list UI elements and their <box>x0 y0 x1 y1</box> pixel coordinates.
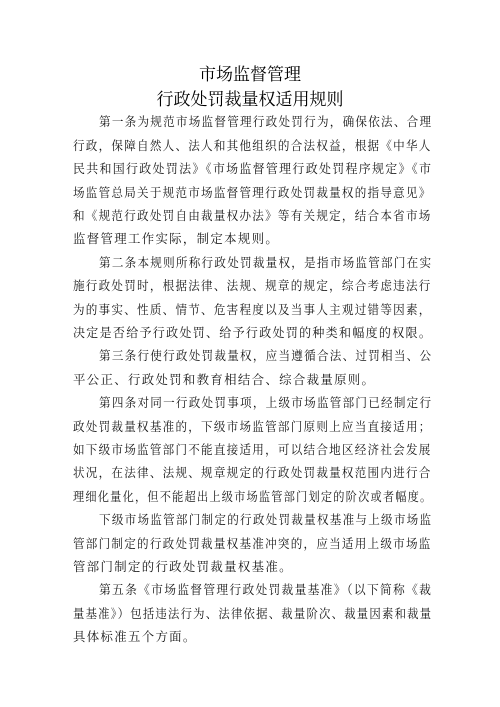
body-text-line: 下级市场监管部门制定的行政处罚裁量权基准与上级市场监 <box>99 512 433 527</box>
body-text-line: 第一条为规范市场监督管理行政处罚行为，确保依法、合理 <box>99 114 433 129</box>
body-text-line: 监督管理工作实际，制定本规则。 <box>73 231 280 246</box>
document-title-line-2: 行政处罚裁量权适用规则 <box>156 90 344 110</box>
body-text-line: 如下级市场监管部门不能直接适用，可以结合地区经济社会发展 <box>73 442 432 457</box>
body-text-line: 行政，保障自然人、法人和其他组织的合法权益，根据《中华人 <box>73 138 432 153</box>
document-title-line-1: 市场监督管理 <box>199 65 301 85</box>
body-text-line: 量基准》）包括违法行为、法律依据、裁量阶次、裁量因素和裁量 <box>73 606 433 621</box>
body-text-line: 第四条对同一行政处罚事项，上级市场监管部门已经制定行 <box>99 395 433 410</box>
body-text-line: 第二条本规则所称行政处罚裁量权，是指市场监管部门在实 <box>99 255 433 270</box>
body-text-line: 和《规范行政处罚自由裁量权办法》等有关规定，结合本省市场 <box>73 208 432 223</box>
body-text-line: 第五条《市场监督管理行政处罚裁量基准》（以下简称《裁 <box>99 582 433 597</box>
body-text-line: 平公正、行政处罚和教育相结合、综合裁量原则。 <box>73 372 376 387</box>
body-text-line: 具体标准五个方面。 <box>73 629 197 644</box>
body-text-line: 理细化量化，但不能超出上级市场监管部门划定的阶次或者幅度。 <box>73 489 433 504</box>
body-text-line: 政处罚裁量权基准的，下级市场监管部门原则上应当直接适用； <box>73 419 432 434</box>
body-text-line: 施行政处罚时，根据法律、法规、规章的规定，综合考虑违法行 <box>73 278 432 293</box>
body-text-line: 场监管总局关于规范市场监督管理行政处罚裁量权的指导意见》 <box>73 185 432 200</box>
body-text-line: 民共和国行政处罚法》《市场监督管理行政处罚程序规定》《市 <box>73 161 433 176</box>
body-text-line: 状况，在法律、法规、规章规定的行政处罚裁量权范围内进行合 <box>73 465 432 480</box>
body-text-line: 为的事实、性质、情节、危害程度以及当事人主观过错等因素， <box>73 302 432 317</box>
body-text-line: 第三条行使行政处罚裁量权，应当遵循合法、过罚相当、公 <box>99 348 433 363</box>
body-text-line: 决定是否给予行政处罚、给予行政处罚的种类和幅度的权限。 <box>73 325 433 340</box>
body-text-line: 管部门制定的行政处罚裁量权基准冲突的，应当适用上级市场监 <box>73 536 432 551</box>
body-text-line: 管部门制定的行政处罚裁量权基准。 <box>73 559 293 574</box>
